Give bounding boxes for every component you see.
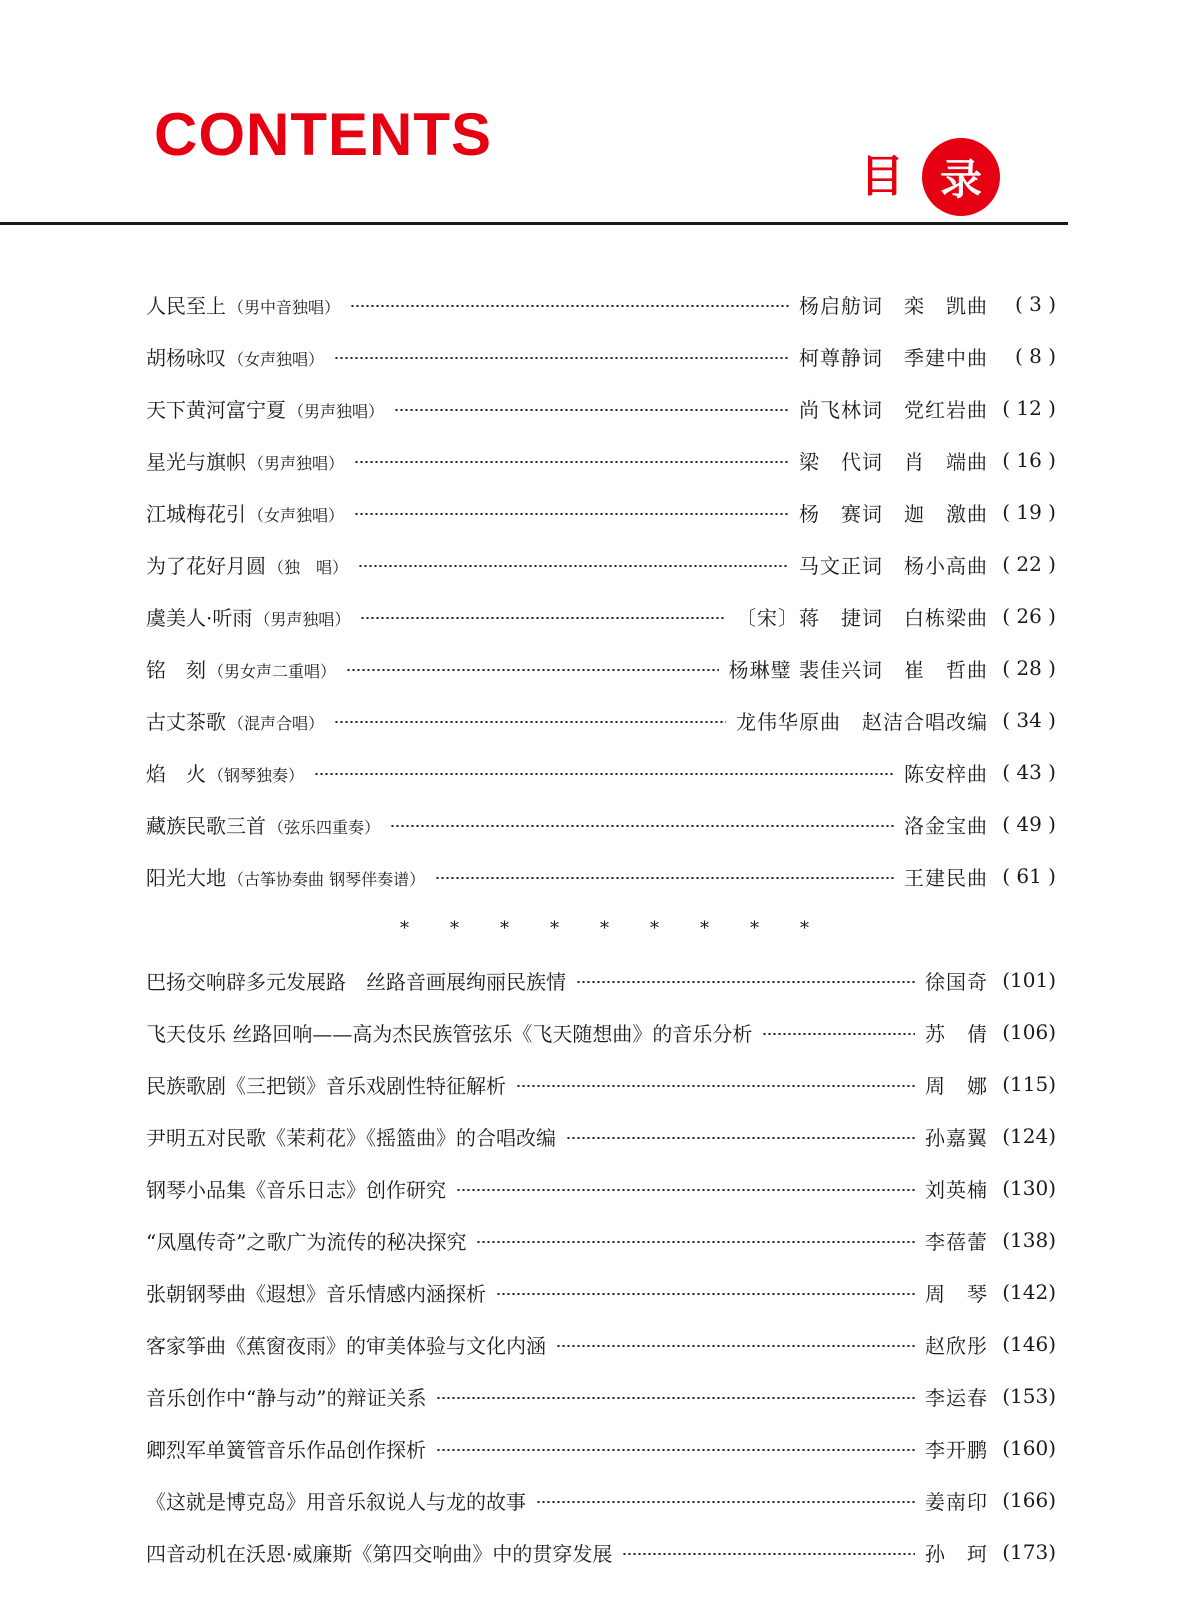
toc-entry-article[interactable] (146, 1422, 1056, 1474)
entry-page-number: ( 8 ) (1014, 344, 1056, 368)
separator-star: * (550, 917, 559, 939)
separator-star: * (600, 917, 609, 939)
contents-heading: CONTENTS (154, 101, 492, 168)
entry-title-group (146, 758, 304, 787)
toc-entry-music[interactable] (146, 486, 1056, 538)
entry-page-number: (138) (1002, 1228, 1056, 1252)
mulu-char-2-badge: 录 (922, 138, 1000, 216)
entry-page-number: ( 34 ) (1002, 708, 1056, 732)
separator-star: * (500, 917, 509, 939)
toc-entry-music[interactable] (146, 694, 1056, 746)
entry-title: 人民至上 (146, 293, 226, 318)
entry-credit: 杨 赛词 迦 激曲 (799, 501, 988, 526)
entry-title: 古丈茶歌 (146, 709, 226, 734)
entry-title: 星光与旗帜 (146, 449, 246, 474)
dot-leader (536, 1501, 915, 1503)
entry-genre-note: （男中音独唱） (228, 297, 341, 317)
dot-leader (436, 1449, 915, 1451)
entry-title-group (146, 550, 348, 579)
entry-title: 张朝钢琴曲《遐想》音乐情感内涵探析 (146, 1281, 486, 1306)
entry-title-group (146, 862, 425, 891)
entry-credit: 〔宋〕蒋 捷词 白栋梁曲 (736, 605, 988, 630)
entry-page-number: ( 61 ) (1002, 864, 1056, 888)
entry-title: 阳光大地 (146, 865, 226, 890)
entry-title-group (146, 654, 336, 683)
dot-leader (346, 669, 719, 671)
entry-author: 李运春 (925, 1385, 988, 1410)
entry-author: 周 琴 (925, 1281, 988, 1306)
dot-leader (496, 1293, 915, 1295)
entry-title: 为了花好月圆 (146, 553, 266, 578)
entry-page-number: ( 26 ) (1002, 604, 1056, 628)
entry-page-number: ( 43 ) (1002, 760, 1056, 784)
mulu-char-1: 目 (860, 151, 904, 202)
separator-star: * (650, 917, 659, 939)
entry-genre-note: （女声独唱） (228, 349, 325, 369)
entry-genre-note: （男声独唱） (248, 453, 345, 473)
entry-title: 钢琴小品集《音乐日志》创作研究 (146, 1177, 446, 1202)
entry-author: 赵欣彤 (925, 1333, 988, 1358)
entry-title-group (146, 810, 380, 839)
toc-entry-article[interactable] (146, 1006, 1056, 1058)
entry-credit: 尚飞林词 党红岩曲 (799, 397, 988, 422)
entry-credit: 王建民曲 (904, 865, 988, 890)
entry-genre-note: （混声合唱） (228, 713, 325, 733)
entry-page-number: (115) (1002, 1072, 1056, 1096)
entry-title: 胡杨咏叹 (146, 345, 226, 370)
entry-page-number: ( 19 ) (1002, 500, 1056, 524)
toc-entry-music[interactable] (146, 538, 1056, 590)
dot-leader (556, 1345, 915, 1347)
dot-leader (390, 825, 894, 827)
entry-title: 客家筝曲《蕉窗夜雨》的审美体验与文化内涵 (146, 1333, 546, 1358)
toc-entry-music[interactable] (146, 642, 1056, 694)
dot-leader (354, 513, 789, 515)
toc-entry-article[interactable] (146, 1266, 1056, 1318)
entry-title: 天下黄河富宁夏 (146, 397, 286, 422)
entry-title: 音乐创作中“静与动”的辩证关系 (146, 1385, 427, 1410)
entry-page-number: (173) (1002, 1540, 1056, 1564)
separator-star: * (450, 917, 459, 939)
toc-entry-article[interactable] (146, 1214, 1056, 1266)
entry-credit: 洛金宝曲 (904, 813, 988, 838)
entry-page-number: (160) (1002, 1436, 1056, 1460)
entry-page-number: ( 16 ) (1002, 448, 1056, 472)
entry-genre-note: （男声独唱） (254, 609, 351, 629)
entry-title: “凤凰传奇”之歌广为流传的秘决探究 (146, 1229, 467, 1254)
entry-title: 卿烈军单簧管音乐作品创作探析 (146, 1437, 426, 1462)
entry-genre-note: （独 唱） (268, 557, 349, 577)
dot-leader (360, 617, 726, 619)
toc-entry-music[interactable] (146, 330, 1056, 382)
dot-leader (394, 409, 789, 411)
entry-page-number: (124) (1002, 1124, 1056, 1148)
entry-page-number: (146) (1002, 1332, 1056, 1356)
entry-page-number: ( 3 ) (1014, 292, 1056, 316)
toc-entry-music[interactable] (146, 746, 1056, 798)
toc-entry-music[interactable] (146, 278, 1056, 330)
entry-page-number: (130) (1002, 1176, 1056, 1200)
entry-credit: 杨启舫词 栾 凯曲 (799, 293, 988, 318)
entry-author: 孙 珂 (925, 1541, 988, 1566)
entry-credit: 梁 代词 肖 端曲 (799, 449, 988, 474)
entry-genre-note: （钢琴独奏） (208, 765, 305, 785)
entry-page-number: (153) (1002, 1384, 1056, 1408)
toc-entry-article[interactable] (146, 954, 1056, 1006)
dot-leader (354, 461, 789, 463)
entry-page-number: ( 12 ) (1002, 396, 1056, 420)
entry-title: 江城梅花引 (146, 501, 246, 526)
entry-credit: 柯尊静词 季建中曲 (799, 345, 988, 370)
section-separator (146, 902, 1056, 954)
dot-leader (350, 305, 789, 307)
entry-credit: 杨琳璧 裴佳兴词 崔 哲曲 (728, 657, 988, 682)
entry-author: 刘英楠 (925, 1177, 988, 1202)
dot-leader (334, 721, 726, 723)
toc-entry-music[interactable] (146, 850, 1056, 902)
dot-leader (456, 1189, 915, 1191)
entry-author: 李开鹏 (925, 1437, 988, 1462)
entry-genre-note: （古筝协奏曲 钢琴伴奏谱） (228, 869, 426, 889)
dot-leader (314, 773, 894, 775)
entry-title: 藏族民歌三首 (146, 813, 266, 838)
entry-title-group (146, 706, 324, 735)
entry-title: 尹明五对民歌《茉莉花》《摇篮曲》的合唱改编 (146, 1125, 556, 1150)
dot-leader (358, 565, 789, 567)
entry-page-number: (166) (1002, 1488, 1056, 1512)
entry-page-number: (142) (1002, 1280, 1056, 1304)
mulu-heading (860, 138, 1000, 216)
entry-credit: 陈安梓曲 (904, 761, 988, 786)
entry-author: 李蓓蕾 (925, 1229, 988, 1254)
entry-page-number: ( 49 ) (1002, 812, 1056, 836)
entry-title: 焰 火 (146, 761, 206, 786)
dot-leader (334, 357, 789, 359)
dot-leader (436, 1397, 915, 1399)
entry-title-group (146, 602, 350, 631)
entry-title-group (146, 342, 324, 371)
dot-leader (476, 1241, 915, 1243)
toc-entry-music[interactable] (146, 434, 1056, 486)
entry-title: 民族歌剧《三把锁》音乐戏剧性特征解析 (146, 1073, 506, 1098)
separator-star: * (750, 917, 759, 939)
toc-entry-music[interactable] (146, 590, 1056, 642)
entry-page-number: ( 28 ) (1002, 656, 1056, 680)
entry-title-group (146, 446, 344, 475)
toc-entry-music[interactable] (146, 382, 1056, 434)
toc-entry-article[interactable] (146, 1058, 1056, 1110)
dot-leader (435, 877, 894, 879)
dot-leader (762, 1033, 915, 1035)
entry-author: 孙嘉翼 (925, 1125, 988, 1150)
entry-title: 巴扬交响辟多元发展路 丝路音画展绚丽民族情 (146, 969, 566, 994)
entry-genre-note: （女声独唱） (248, 505, 345, 525)
dot-leader (622, 1553, 915, 1555)
entry-page-number: (101) (1002, 968, 1056, 992)
entry-credit: 龙伟华原曲 赵洁合唱改编 (736, 709, 988, 734)
toc-entry-article[interactable] (146, 1110, 1056, 1162)
entry-credit: 马文正词 杨小高曲 (799, 553, 988, 578)
table-of-contents (146, 278, 1056, 1578)
toc-entry-article[interactable] (146, 1318, 1056, 1370)
entry-author: 姜南印 (925, 1489, 988, 1514)
entry-genre-note: （男女声二重唱） (208, 661, 337, 681)
dot-leader (566, 1137, 915, 1139)
entry-genre-note: （弦乐四重奏） (268, 817, 381, 837)
entry-page-number: (106) (1002, 1020, 1056, 1044)
entry-genre-note: （男声独唱） (288, 401, 385, 421)
toc-entry-article[interactable] (146, 1370, 1056, 1422)
entry-title-group (146, 498, 344, 527)
entry-page-number: ( 22 ) (1002, 552, 1056, 576)
entry-author: 苏 倩 (925, 1021, 988, 1046)
toc-entry-music[interactable] (146, 798, 1056, 850)
toc-entry-article[interactable] (146, 1526, 1056, 1578)
entry-title: 四音动机在沃恩·威廉斯《第四交响曲》中的贯穿发展 (146, 1541, 613, 1566)
entry-title-group (146, 290, 340, 319)
entry-title-group (146, 394, 384, 423)
entry-title: 《这就是博克岛》用音乐叙说人与龙的故事 (146, 1489, 526, 1514)
entry-title: 虞美人·听雨 (146, 605, 253, 630)
separator-star: * (700, 917, 709, 939)
entry-title: 铭 刻 (146, 657, 206, 682)
separator-star: * (800, 917, 809, 939)
dot-leader (576, 981, 915, 983)
dot-leader (516, 1085, 915, 1087)
entry-author: 徐国奇 (925, 969, 988, 994)
separator-star: * (400, 917, 409, 939)
header-divider (0, 222, 1068, 225)
toc-entry-article[interactable] (146, 1474, 1056, 1526)
toc-entry-article[interactable] (146, 1162, 1056, 1214)
entry-title: 飞天伎乐 丝路回响——高为杰民族管弦乐《飞天随想曲》的音乐分析 (146, 1021, 753, 1046)
entry-author: 周 娜 (925, 1073, 988, 1098)
